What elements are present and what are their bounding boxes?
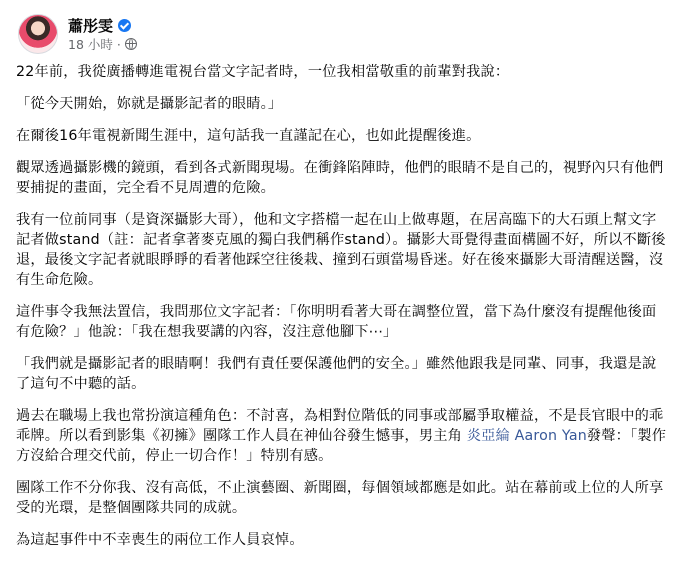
author-name[interactable]: 蕭彤雯 — [68, 16, 114, 35]
post-time-row — [68, 35, 137, 53]
post-paragraph-8-after: 發聲：「製作方沒給合理交代前，停止一切合作！」特別有感。 — [16, 428, 667, 464]
separator-dot: · — [116, 36, 121, 52]
post-paragraph-4: 觀眾透過攝影機的鏡頭，看到各式新聞現場。在衝鋒陷陣時，他們的眼睛不是自己的，視野內只有他們要捕捉的畫面，完全看不見周遭的危險。 — [16, 160, 664, 196]
post-paragraph-2: 「從今天開始，妳就是攝影記者的眼睛。」 — [16, 96, 283, 112]
post-paragraph-7: 「我們就是攝影記者的眼睛啊！我們有責任要保護他們的安全。」雖然他跟我是同輩、同事，我還是說了這句不中聽的話。 — [16, 356, 657, 392]
globe-icon[interactable] — [125, 38, 137, 50]
post-paragraph-5: 我有一位前同事（是資深攝影大哥），他和文字搭檔一起在山上做專題，在居高臨下的大石頭上幫文字記者做stand（註：記者拿著麥克風的獨白我們稱作stand）。攝影大哥覺得畫面構圖不好，所以不斷後退，最後文字記者就眼睜睜的看著他踩空往後栽、撞到石頭當場昏迷。好在後來攝影大哥清醒送醫，沒有生命危險。 — [16, 212, 666, 288]
post-paragraph-1: 22年前，我從廣播轉進電視台當文字記者時，一位我相當敬重的前輩對我說： — [16, 64, 510, 80]
post-paragraph-6: 這件事令我無法置信，我問那位文字記者：「你明明看著大哥在調整位置，當下為什麼沒有提醒他後面有危險？」他說：「我在想我要講的內容，沒注意他腳下⋯」 — [16, 304, 657, 340]
post-paragraph-9: 團隊工作不分你我、沒有高低，不止演藝圈、新聞圈，每個領域都應是如此。站在幕前或上位的人所享受的光環，是整個團隊共同的成就。 — [16, 480, 664, 516]
post-paragraph-10: 為這起事件中不幸喪生的兩位工作人員哀悼。 — [16, 532, 304, 548]
author-name-row — [68, 15, 137, 35]
post-timestamp[interactable]: 18 小時 — [68, 37, 113, 52]
mentioned-user-link[interactable]: 炎亞綸 Aaron Yan — [466, 428, 587, 444]
post-paragraph-8-before: 過去在職場上我也常扮演這種角色：不討喜，為相對位階低的同事或部屬爭取權益，不是長官眼中的乖乖牌。所以看到影集《初擁》團隊工作人員在神仙谷發生憾事，男主角 — [16, 408, 664, 444]
post-meta — [68, 15, 137, 53]
post-paragraph-3: 在爾後16年電視新聞生涯中，這句話我一直謹記在心，也如此提醒後進。 — [16, 128, 481, 144]
post-paragraph-8 — [16, 406, 668, 466]
post-header — [18, 12, 137, 56]
author-avatar[interactable] — [18, 14, 58, 54]
post-content — [16, 62, 668, 562]
verified-badge-icon — [118, 19, 131, 32]
